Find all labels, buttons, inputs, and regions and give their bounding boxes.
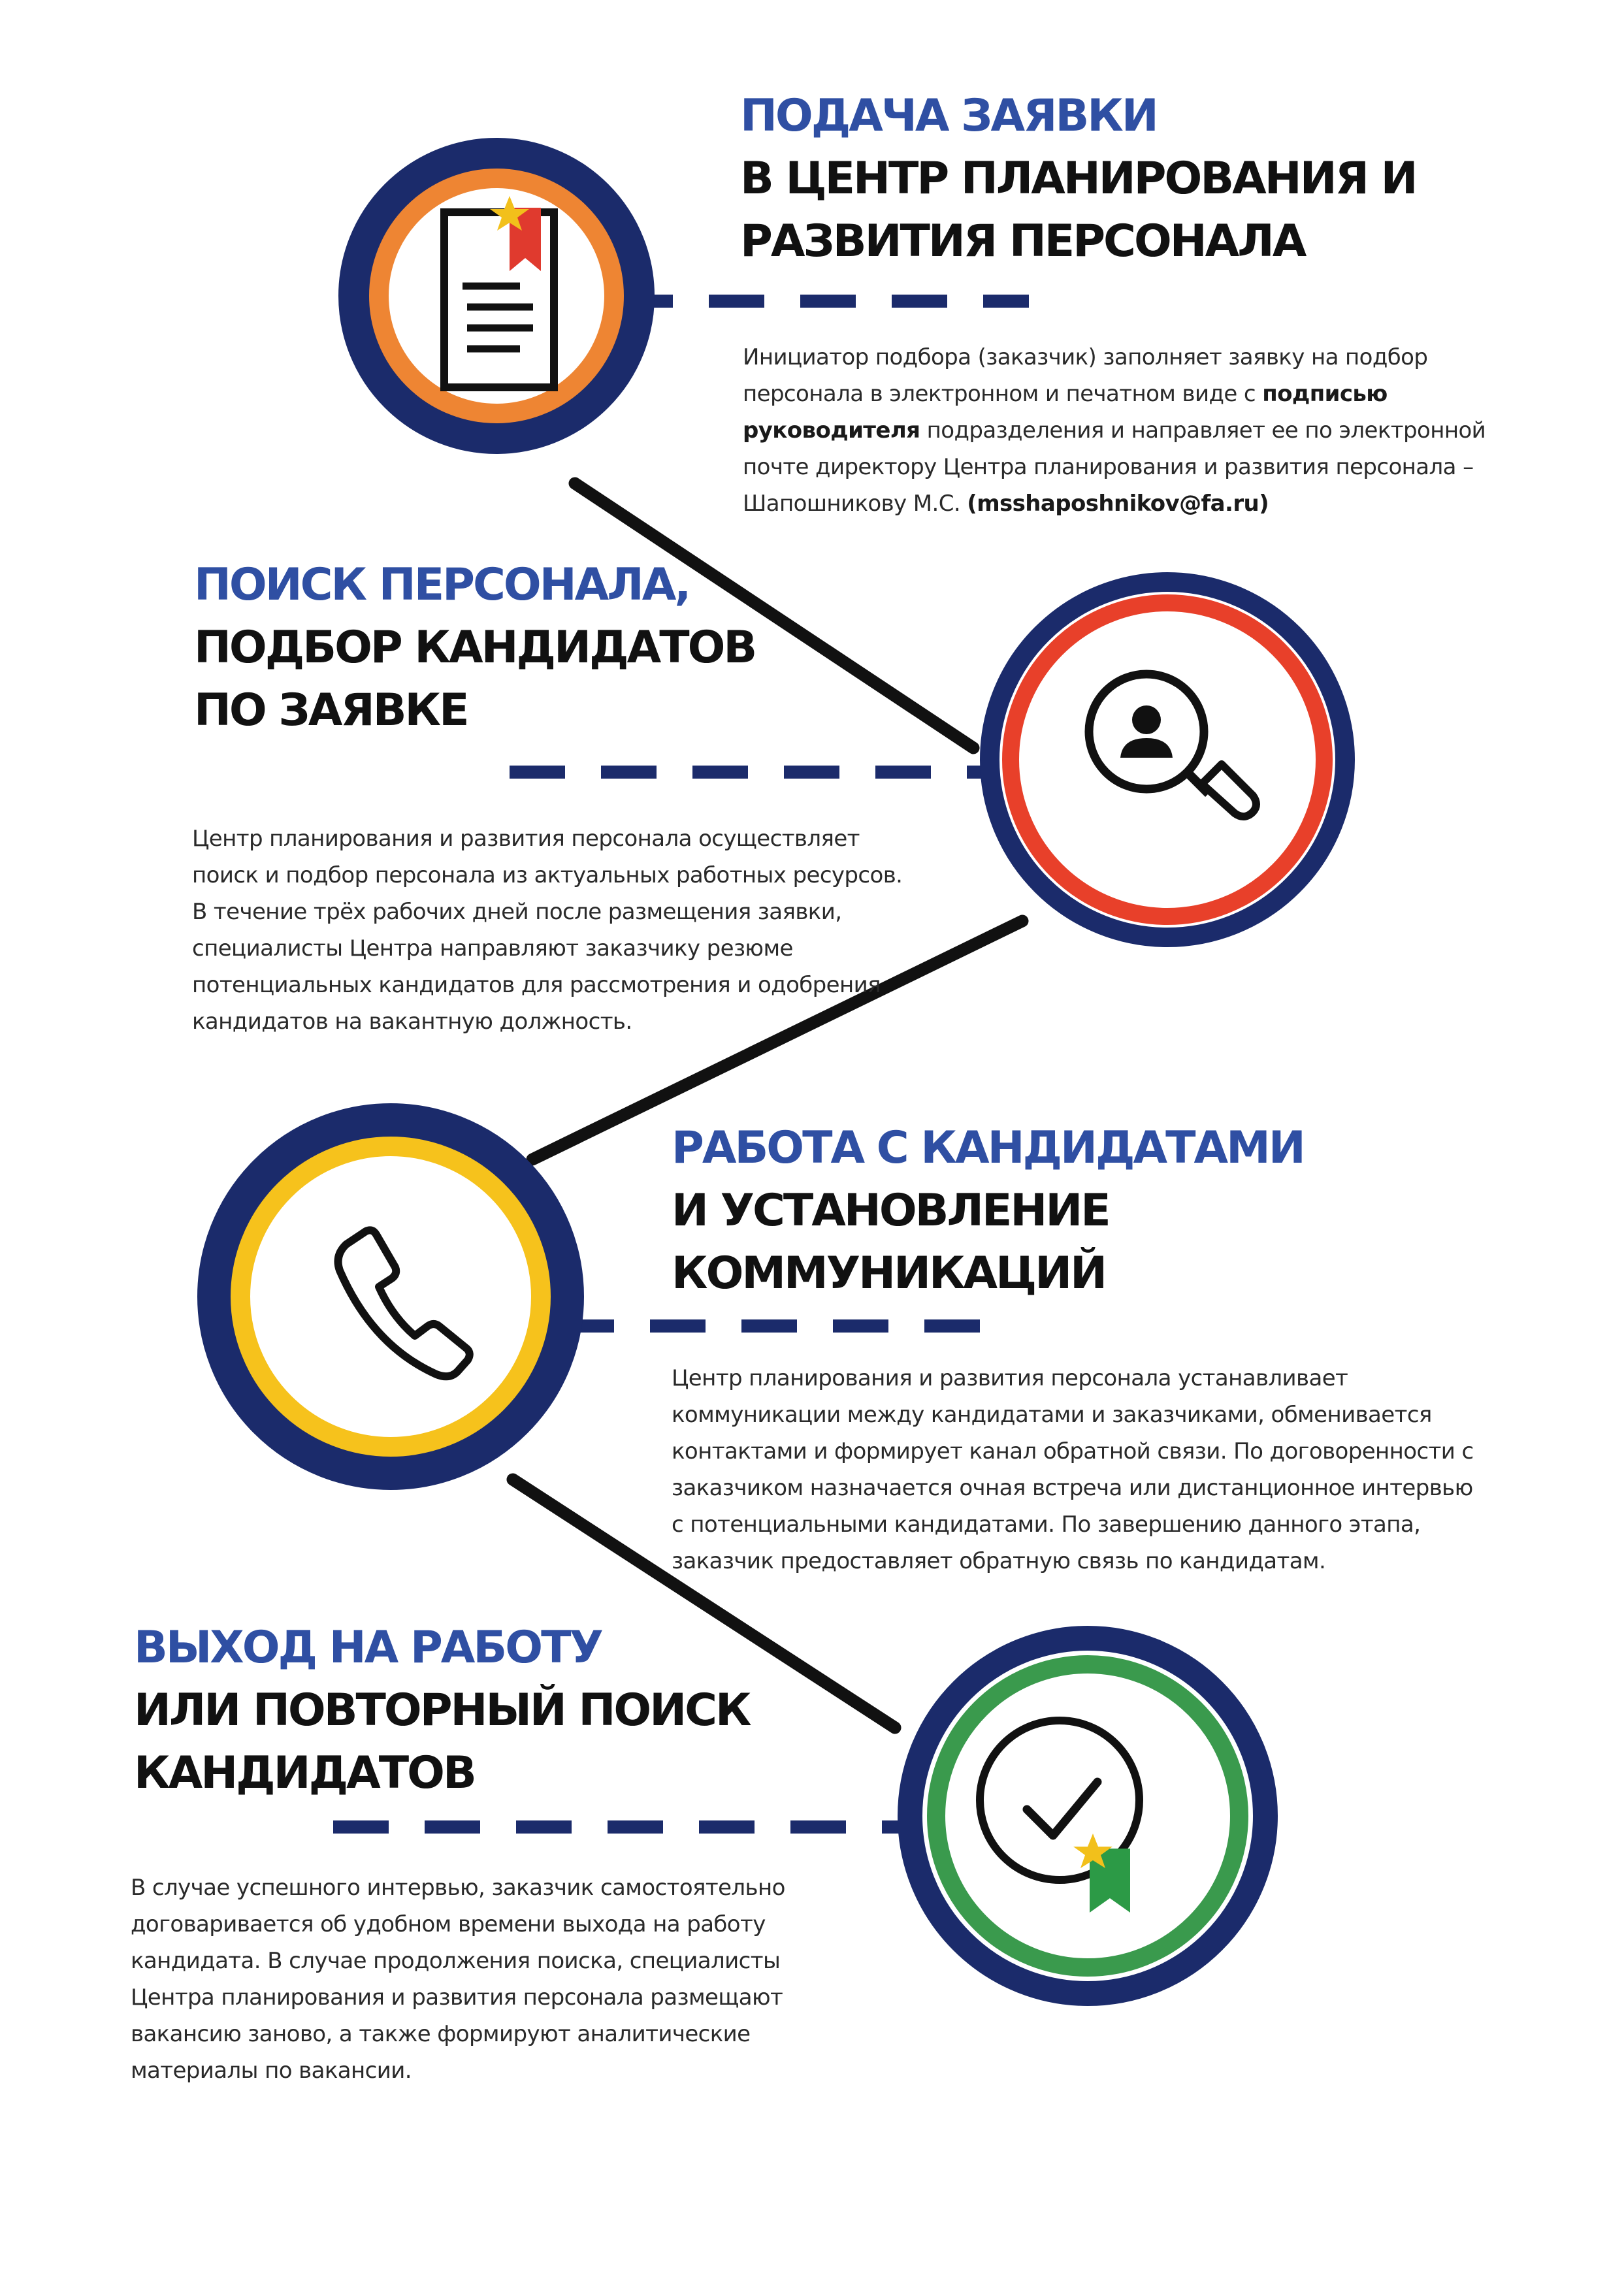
step4-title-line1: ВЫХОД НА РАБОТУ xyxy=(134,1622,602,1673)
step1-title-line3: РАЗВИТИЯ ПЕРСОНАЛА xyxy=(740,216,1305,267)
step3-title-line3: КОММУНИКАЦИЙ xyxy=(672,1248,1106,1299)
step1-email: (msshaposhnikov@fa.ru) xyxy=(967,491,1269,517)
step4-description: В случае успешного интервью, заказчик самостоятельно договаривается об удобном времени выхода на работу кандидата. В случае продолжения поиска, специалисты Центра планирования и развития персонала размещают вакансию заново, а также формируют аналитические материалы по вакансии. xyxy=(131,1875,785,2084)
step3-description: Центр планирования и развития персонала устанавливает коммуникации между кандидатами и заказчиками, обменивается контактами и формирует канал обратной связи. По договоренности с заказчиком назначается очная встреча или дистанционное интервью с потенциальными кандидатами. По завершению данного этапа, заказчик предоставляет обратную связь по кандидатам. xyxy=(672,1365,1474,1574)
step1-title xyxy=(740,85,1416,273)
step2-title xyxy=(194,554,755,742)
step2-title-line3: ПО ЗАЯВКЕ xyxy=(194,685,468,736)
step3-circle xyxy=(214,1120,567,1473)
step2-description: Центр планирования и развития персонала осуществляет поиск и подбор персонала из актуальных работных ресурсов. В течение трёх рабочих дней после размещения заявки, специалисты Центра направляют заказчику резюме потенциальных кандидатов для рассмотрения и одобрения кандидатов на вакантную должность. xyxy=(192,826,903,1035)
document-icon xyxy=(444,196,554,387)
step4-title-line3: КАНДИДАТОВ xyxy=(134,1747,475,1799)
step3-title xyxy=(672,1117,1304,1305)
step4-title-line2: ИЛИ ПОВТОРНЫЙ ПОИСК xyxy=(134,1685,750,1736)
step3-title-line1: РАБОТА С КАНДИДАТАМИ xyxy=(672,1122,1304,1174)
step2-title-line1: ПОИСК ПЕРСОНАЛА, xyxy=(194,559,690,611)
step1-text-bold-signature: подписью руководителя xyxy=(743,381,1388,444)
step2-title-line2: ПОДБОР КАНДИДАТОВ xyxy=(194,622,756,673)
step3-title-line2: И УСТАНОВЛЕНИЕ xyxy=(672,1185,1109,1237)
step1-description xyxy=(743,339,1527,522)
step4-title xyxy=(134,1617,750,1805)
step1-text-part2: подразделения и направляет ее по электронной почте директору Центра планирования и развития персонала – Шапошникову М.С. xyxy=(743,417,1486,517)
step1-title-line2: В ЦЕНТР ПЛАНИРОВАНИЯ И xyxy=(740,153,1416,204)
step1-title-line1: ПОДАЧА ЗАЯВКИ xyxy=(740,90,1157,142)
step1-text-part1: Инициатор подбора (заказчик) заполняет заявку на подбор персонала в электронном и печатном виде с xyxy=(743,344,1428,407)
